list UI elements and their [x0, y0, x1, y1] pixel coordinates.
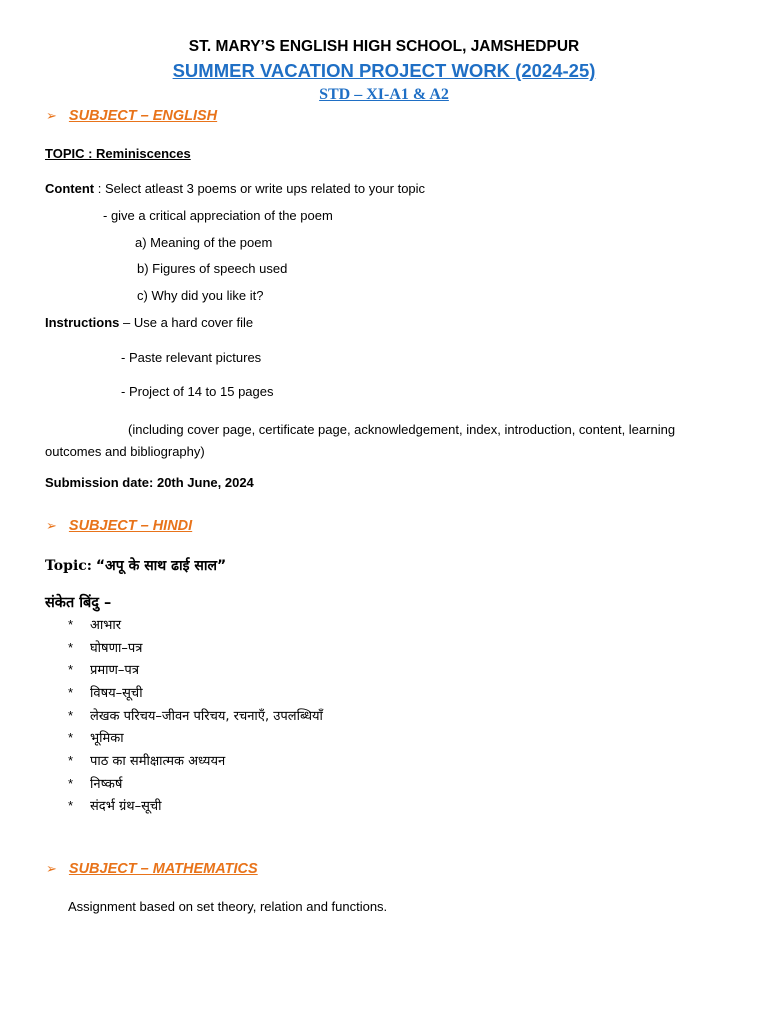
bullet-icon: * — [68, 662, 74, 677]
hindi-point: लेखक परिचय–जीवन परिचय, रचनाएँ, उपलब्धियाँ — [90, 709, 323, 724]
standard-label: STD – XI-A1 & A2 — [319, 86, 449, 103]
hindi-point: निष्कर्ष — [90, 777, 123, 792]
hindi-point: घोषणा–पत्र — [90, 641, 143, 656]
hindi-point: प्रमाण–पत्र — [90, 663, 139, 678]
bullet-icon: * — [68, 617, 74, 632]
bullet-icon: * — [68, 776, 74, 791]
hindi-points-heading: संकेत बिंदु – — [45, 595, 112, 611]
hindi-point: विषय–सूची — [90, 686, 143, 701]
arrow-bullet-icon: ➢ — [46, 518, 57, 533]
point-b: b) Figures of speech used — [137, 261, 288, 276]
hindi-point: संदर्भ ग्रंथ–सूची — [90, 799, 162, 814]
hindi-topic: Topic: “अपू के साथ ढाई साल” — [45, 558, 227, 574]
school-name: ST. MARY’S ENGLISH HIGH SCHOOL, JAMSHEDPUR — [188, 38, 580, 55]
hindi-heading: ➢ SUBJECT – HINDI — [46, 518, 193, 534]
bullet-icon: * — [68, 685, 74, 700]
instruction-note: (including cover page, certificate page, acknowledgement, index, introduction, content, learning outcomes and bibliography) — [45, 422, 676, 459]
project-title: SUMMER VACATION PROJECT WORK (2024-25) — [172, 60, 596, 81]
instruction-item: - Project of 14 to 15 pages — [121, 384, 274, 399]
submission-date: Submission date: 20th June, 2024 — [45, 475, 254, 490]
hindi-point: पाठ का समीक्षात्मक अध्ययन — [90, 754, 226, 769]
instructions-line: Instructions – Use a hard cover file — [45, 315, 254, 330]
arrow-bullet-icon: ➢ — [46, 108, 57, 123]
maths-heading: ➢ SUBJECT – MATHEMATICS — [46, 861, 258, 877]
instruction-item: - Paste relevant pictures — [121, 350, 262, 365]
english-topic: TOPIC : Reminiscences — [45, 146, 191, 161]
bullet-icon: * — [68, 708, 74, 723]
point-a: a) Meaning of the poem — [135, 235, 273, 250]
hindi-point: आभार — [90, 618, 122, 633]
bullet-icon: * — [68, 753, 74, 768]
content-sub: - give a critical appreciation of the poem — [103, 208, 333, 223]
bullet-icon: * — [68, 798, 74, 813]
point-c: c) Why did you like it? — [137, 288, 264, 303]
bullet-icon: * — [68, 640, 74, 655]
english-heading: ➢ SUBJECT – ENGLISH — [46, 108, 218, 124]
content-line: Content : Select atleast 3 poems or write ups related to your topic — [45, 181, 426, 196]
maths-assignment: Assignment based on set theory, relation and functions. — [68, 899, 388, 914]
bullet-icon: * — [68, 730, 74, 745]
arrow-bullet-icon: ➢ — [46, 861, 57, 876]
hindi-point: भूमिका — [90, 731, 124, 746]
